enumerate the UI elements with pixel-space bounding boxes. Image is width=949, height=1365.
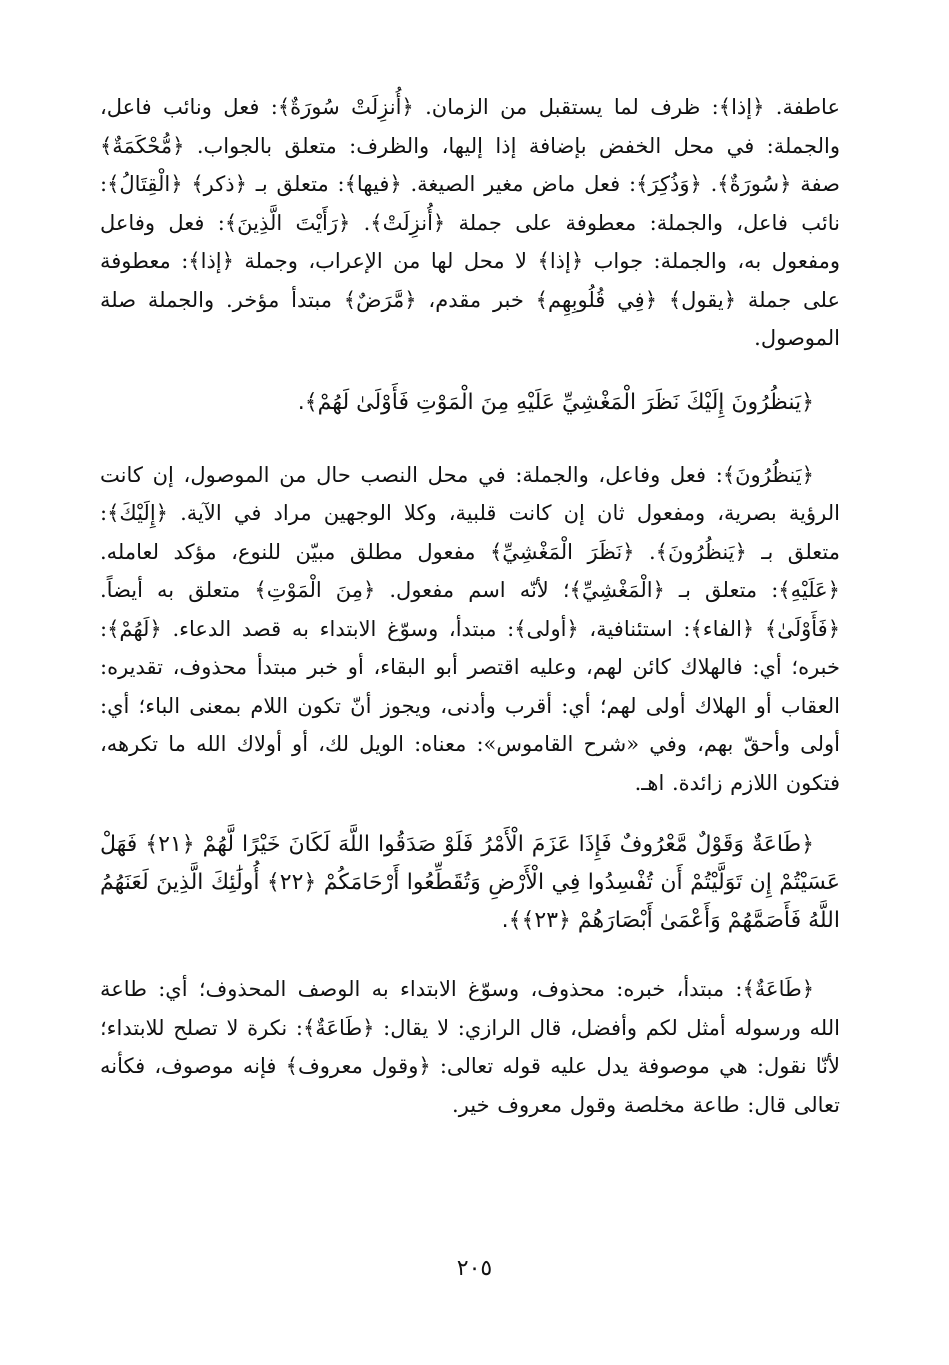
quran-verses-21-23: ﴿طَاعَةٌ وَقَوْلٌ مَّعْرُوفٌ فَإِذَا عَزَمَ الْأَمْرُ فَلَوْ صَدَقُوا اللَّهَ لَكَانَ خَيْرًا لَّهُمْ ﴿٢١﴾ فَهَلْ عَسَيْتُمْ إِن تَوَلَّيْتُمْ أَن تُفْسِدُوا فِي الْأَرْضِ وَتُقَطِّعُوا أَرْحَامَكُمْ ﴿٢٢﴾ أُولَٰئِكَ الَّذِينَ لَعَنَهُمُ اللَّهُ فَأَصَمَّهُمْ وَأَعْمَىٰ أَبْصَارَهُمْ ﴿٢٣﴾﴾. (100, 832, 840, 933)
paragraph-grammar-analysis-1: عاطفة. ﴿إذا﴾: ظرف لما يستقبل من الزمان. ﴿أُنزِلَتْ سُورَةٌ﴾: فعل ونائب فاعل، والجملة: في محل الخفض بإضافة إذا إليها، والظرف: متعلق بالجواب. ﴿مُّحْكَمَةٌ﴾ صفة ﴿سُورَةٌ﴾. ﴿وَذُكِرَ﴾: فعل ماض مغير الصيغة. ﴿فيها﴾: متعلق بـ ﴿ذكر﴾ ﴿الْقِتَالُ﴾: نائب فاعل، والجملة: معطوفة على جملة ﴿أُنزِلَتْ﴾. ﴿رَأَيْتَ الَّذِينَ﴾: فعل وفاعل ومفعول به، والجملة: جواب ﴿إذا﴾ لا محل لها من الإعراب، وجملة ﴿إذا﴾: معطوفة على جملة ﴿يقول﴾ ﴿فِي قُلُوبِهِم﴾ خبر مقدم، ﴿مَّرَضٌ﴾ مبتدأ مؤخر. والجملة صلة الموصول. (100, 95, 840, 350)
book-page (100, 88, 840, 1328)
quran-verse-20: ﴿يَنظُرُونَ إِلَيْكَ نَظَرَ الْمَغْشِيِّ عَلَيْهِ مِنَ الْمَوْتِ فَأَوْلَىٰ لَهُمْ﴾. (297, 389, 814, 415)
paragraph-grammar-analysis-3: ﴿طَاعَةٌ﴾: مبتدأ، خبره: محذوف، وسوّغ الابتداء به الوصف المحذوف؛ أي: طاعة الله ورسوله أمثل لكم وأفضل، قال الرازي: لا يقال: ﴿طَاعَةٌ﴾: نكرة لا تصلح للابتداء؛ لأنّا نقول: هي موصوفة يدل عليه قوله تعالى: ﴿وقول معروف﴾ فإنه موصوف، فكأنه تعالى قال: طاعة مخلصة وقول معروف خير. (100, 977, 840, 1117)
page-number: ٢٠٥ (456, 1256, 493, 1281)
paragraph-grammar-analysis-2: ﴿يَنظُرُونَ﴾: فعل وفاعل، والجملة: في محل النصب حال من الموصول، إن كانت الرؤية بصرية، ومفعول ثان إن كانت قلبية، وكلا الوجهين مراد في الآية. ﴿إِلَيْكَ﴾: متعلق بـ ﴿يَنظُرُونَ﴾. ﴿نَظَرَ الْمَغْشِيِّ﴾ مفعول مطلق مبيّن للنوع، مؤكد لعامله. ﴿عَلَيْهِ﴾: متعلق بـ ﴿الْمَغْشِيِّ﴾؛ لأنّه اسم مفعول. ﴿مِنَ الْمَوْتِ﴾ متعلق به أيضاً. ﴿فَأَوْلَىٰ﴾ ﴿الفاء﴾: استئنافية، ﴿أولى﴾: مبتدأ، وسوّغ الابتداء به قصد الدعاء. ﴿لَهُمْ﴾: خبره؛ أي: فالهلاك كائن لهم، وعليه اقتصر أبو البقاء، أو خبر مبتدأ محذوف، تقديره: العقاب أو الهلاك أولى لهم؛ أي: أقرب وأدنى، ويجوز أنّ تكون اللام بمعنى الباء؛ أي: أولى وأحقّ بهم، وفي «شرح القاموس»: معناه: الويل لك، أو أولاك الله ما تكرهه، فتكون اللازم زائدة. اهـ. (100, 462, 840, 795)
